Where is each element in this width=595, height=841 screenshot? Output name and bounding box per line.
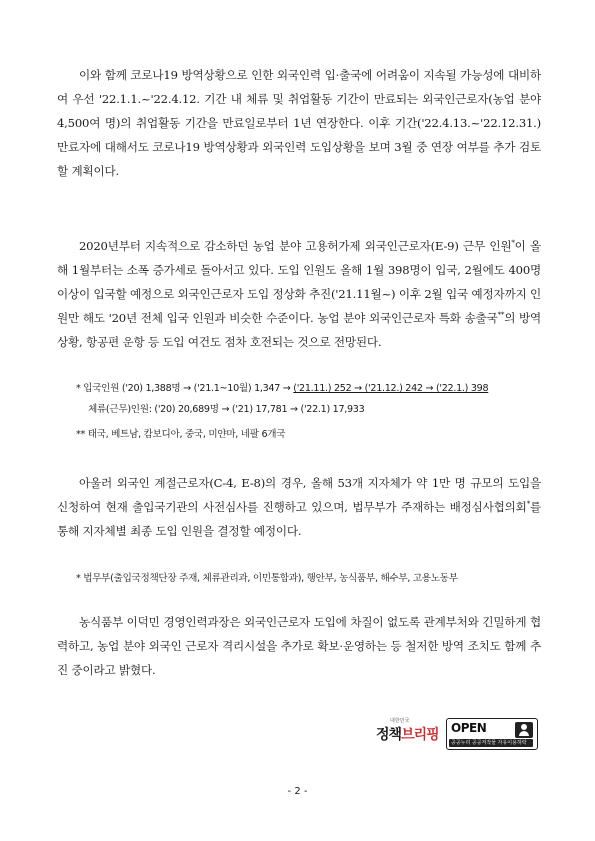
- logo-small-text: 대한민국: [390, 718, 410, 724]
- paragraph-worker-trend-text-a: 2020년부터 지속적으로 감소하던 농업 분야 고용허가제 외국인근로자(E-9) 근무 인원: [79, 239, 512, 253]
- open-license-badge: [446, 718, 538, 750]
- paragraph-worker-trend: [57, 234, 541, 354]
- note-council-members: [76, 570, 458, 588]
- note-label: **: [76, 429, 85, 440]
- footnote-mark: *: [526, 500, 530, 509]
- note-source-countries-text: 태국, 베트남, 캄보디아, 중국, 미얀마, 네팔 6개국: [87, 429, 286, 440]
- paragraph-seasonal-workers: [57, 471, 541, 543]
- paragraph-worker-trend-text-b: 이 올해 1월부터는 소폭 증가세로 돌아서고 있다. 도입 인원도 올해 1월 398명이 입국, 2월에도 400명 이상이 입국할 예정으로 외국인근로자 도입 정상화 추진('21.11월~) 이후 2월 입국 예정자까지 인원만 해도 '20년 전체 입국 인원과 비슷한 수준이다. 농업 분야 외국인근로자 특화 송출국: [57, 239, 541, 325]
- note-label: *: [76, 383, 81, 394]
- policy-briefing-logo: [376, 716, 440, 752]
- open-strip-text: 공공누리 공공저작물 자유이용허락: [451, 740, 527, 746]
- logo-main-text: [376, 724, 439, 744]
- paragraph-extension: [57, 63, 541, 183]
- paragraph-seasonal-text-b: 를 통해 지자체별 최종 도입 인원을 결정할 예정이다.: [57, 500, 541, 538]
- paragraph-worker-trend-text-c: 의 방역상황, 항공편 운항 등 도입 여건도 점차 호전되는 것으로 전망된다.: [57, 311, 541, 349]
- paragraph-seasonal-text-a: 아울러 외국인 계절근로자(C-4, E-8)의 경우, 올해 53개 지자체가 약 1만 명 규모의 도입을 신청하여 현재 출입국기관의 사전심사를 진행하고 있으며, 법무부가 주재하는 배정심사협의회: [57, 476, 541, 514]
- logo-brand-b: 브리핑: [401, 727, 439, 743]
- note-entry-stats-underlined: ('21.11.) 252 → ('21.12.) 242 → ('22.1.) 398: [293, 383, 489, 394]
- note-source-countries: [76, 426, 285, 444]
- person-icon: [515, 722, 533, 738]
- note-label: *: [76, 573, 81, 584]
- paragraph-official-remarks: [57, 610, 541, 682]
- note-council-members-text: 법무부(출입국정책단장 주재, 체류관리과, 이민통합과), 행안부, 농식품부, 해수부, 고용노동부: [83, 573, 458, 584]
- note-entry-stats-plain: 입국인원 ('20) 1,388명 → ('21.1~10월) 1,347 →: [83, 383, 291, 394]
- footnote-mark: **: [497, 311, 505, 320]
- footnote-mark: *: [511, 239, 515, 248]
- note-entry-stats-line2: [88, 401, 364, 419]
- note-entry-stats-line1: [76, 380, 488, 398]
- logo-area: [376, 716, 544, 752]
- open-license-strip: [449, 739, 533, 747]
- paragraph-extension-text: 이와 함께 코로나19 방역상황으로 인한 외국인력 입·출국에 어려움이 지속될 가능성에 대비하여 우선 '22.1.1.~'22.4.12. 기간 내 체류 및 취업활동 기간이 만료되는 외국인근로자(농업 분야 4,500여 명)의 취업활동 기간을 만료일로부터 1년 연장한다. 이후 기간('22.4.13.~'22.12.31.) 만료자에 대해서도 코로나19 방역상황과 외국인력 도입상황을 보며 3월 중 연장 여부를 추가 검토할 계획이다.: [57, 68, 541, 178]
- logo-brand-a: 정책: [376, 727, 402, 743]
- paragraph-official-remarks-text: 농식품부 이덕민 경영인력과장은 외국인근로자 도입에 차질이 없도록 관계부처와 긴밀하게 협력하고, 농업 분야 외국인 근로자 격리시설을 추가로 확보·운영하는 등 철저한 방역 조치도 함께 추진 중이라고 밝혔다.: [57, 615, 541, 677]
- note-resident-stats: 체류(근무)인원: ('20) 20,689명 → ('21) 17,781 → ('22.1) 17,933: [88, 404, 365, 415]
- open-label: OPEN: [451, 721, 487, 735]
- page-number: - 2 -: [287, 786, 308, 797]
